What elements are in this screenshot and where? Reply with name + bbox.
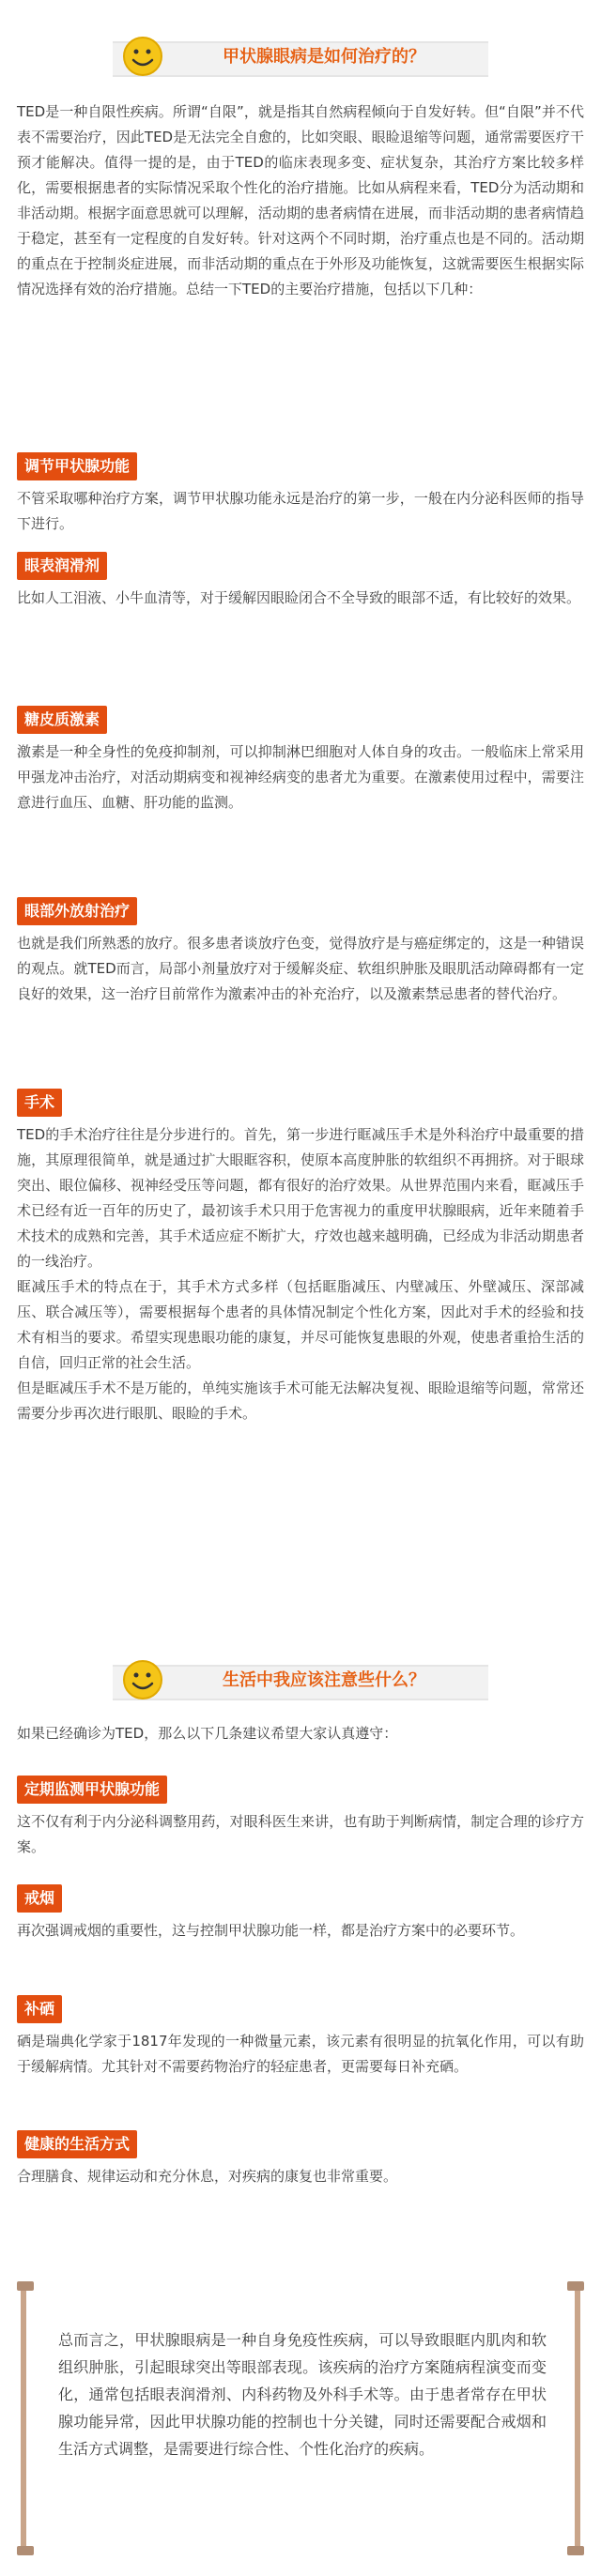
box-corner (567, 2281, 584, 2291)
treatment-item-surgery (17, 1089, 584, 1426)
smiley-icon (120, 1657, 165, 1702)
item-text: 合理膳食、规律运动和充分休息，对疾病的康复也非常重要。 (17, 2168, 398, 2185)
treatment-item-steroid (17, 706, 584, 815)
item-text: 硒是瑞典化学家于1817年发现的一种微量元素，该元素有很明显的抗氧化作用，可以有助于缓解病情。尤其针对不需要药物治疗的轻症患者，更需要每日补充硒。 (17, 2033, 584, 2075)
summary-text: 总而言之，甲状腺眼病是一种自身免疫性疾病，可以导致眼眶内肌肉和软组织肿胀，引起眼球突出等眼部表现。该疾病的治疗方案随病程演变而变化，通常包括眼表润滑剂、内科药物及外科手术等。由于患者常存在甲状腺功能异常，因此甲状腺功能的控制也十分关键，同时还需要配合戒烟和生活方式调整，是需要进行综合性、个性化治疗的疾病。 (58, 2331, 547, 2458)
lifestyle-intro-text: 如果已经确诊为TED，那么以下几条建议希望大家认真遵守： (17, 1725, 398, 1742)
smiley-icon (120, 34, 165, 79)
item-text: 这不仅有利于内分泌科调整用药，对眼科医生来讲，也有助于判断病情，制定合理的诊疗方案。 (17, 1813, 584, 1855)
item-text: 再次强调戒烟的重要性，这与控制甲状腺功能一样，都是治疗方案中的必要环节。 (17, 1922, 525, 1939)
lifestyle-item-health (17, 2130, 584, 2189)
lifestyle-item-smoking (17, 1884, 584, 1943)
surgery-paragraph-3: 但是眶减压手术不是万能的，单纯实施该手术可能无法解决复视、眼睑退缩等问题，常常还需要分步再次进行眼肌、眼睑的手术。 (17, 1379, 584, 1422)
surgery-paragraph-1: TED的手术治疗往往是分步进行的。首先，第一步进行眶减压手术是外科治疗中最重要的措施，其原理很简单，就是通过扩大眼眶容积，使原本高度肿胀的软组织不再拥挤。对于眼球突出、眼位偏移、视神经受压等问题，都有很好的治疗效果。从世界范围内来看，眶减压手术已经有近一百年的历史了，最初该手术只用于危害视力的重度甲状腺眼病，近年来随着手术技术的成熟和完善，其手术适应症不断扩大，疗效也越来越明确，已经成为非活动期患者的一线治疗。 (17, 1126, 584, 1270)
surgery-paragraph-2: 眶减压手术的特点在于，其手术方式多样（包括眶脂减压、内壁减压、外壁减压、深部减压、联合减压等），需要根据每个患者的具体情况制定个性化方案，因此对手术的经验和技术有相当的要求。希望实现患眼功能的康复，并尽可能恢复患眼的外观，使患者重拾生活的自信，回归正常的社会生活。 (17, 1278, 584, 1371)
section-title: 生活中我应该注意些什么？ (223, 1670, 425, 1690)
item-tag: 调节甲状腺功能 (17, 452, 137, 480)
lifestyle-item-monitor (17, 1776, 584, 1860)
treatment-item-thyroid (17, 452, 584, 537)
item-text: 不管采取哪种治疗方案，调节甲状腺功能永远是治疗的第一步，一般在内分泌科医师的指导下进行。 (17, 490, 584, 532)
intro-paragraph: TED是一种自限性疾病。所谓“自限”，就是指其自然病程倾向于自发好转。但“自限”并不代表不需要治疗，因此TED是无法完全自愈的，比如突眼、眼睑退缩等问题，通常需要医疗干预才能解决。值得一提的是，由于TED的临床表现多变、症状复杂，其治疗方案比较多样化，需要根据患者的实际情况采取个性化的治疗措施。比如从病程来看，TED分为活动期和非活动期。根据字面意思就可以理解，活动期的患者病情在进展，而非活动期的患者病情趋于稳定，甚至有一定程度的自发好转。针对这两个不同时期，治疗重点也是不同的。活动期的重点在于控制炎症进展，而非活动期的重点在于外形及功能恢复，这就需要医生根据实际情况选择有效的治疗措施。总结一下TED的主要治疗措施，包括以下几种： (17, 103, 584, 297)
treatment-item-lubricant (17, 552, 584, 611)
box-corner (17, 2281, 34, 2291)
item-tag: 眼表润滑剂 (17, 552, 107, 580)
item-tag: 戒烟 (17, 1884, 62, 1913)
item-text: 比如人工泪液、小牛血清等，对于缓解因眼睑闭合不全导致的眼部不适，有比较好的效果。 (17, 589, 581, 606)
section-header-treatment (0, 17, 601, 92)
item-text: 激素是一种全身性的免疫抑制剂，可以抑制淋巴细胞对人体自身的攻击。一般临床上常采用甲强龙冲击治疗，对活动期病变和视神经病变的患者尤为重要。在激素使用过程中，需要注意进行血压、血糖、肝功能的监测。 (17, 743, 584, 811)
summary-box (21, 2287, 580, 2550)
treatment-item-radiation (17, 897, 584, 1007)
box-corner (17, 2546, 34, 2555)
section-header-lifestyle (0, 1640, 601, 1715)
item-tag: 眼部外放射治疗 (17, 897, 137, 925)
item-tag: 糖皮质激素 (17, 706, 107, 734)
lifestyle-item-selenium (17, 1995, 584, 2080)
item-tag: 定期监测甲状腺功能 (17, 1776, 167, 1804)
intro-block (17, 99, 584, 302)
item-tag: 补硒 (17, 1995, 62, 2023)
item-text: 也就是我们所熟悉的放疗。很多患者谈放疗色变，觉得放疗是与癌症绑定的，这是一种错误的观点。就TED而言，局部小剂量放疗对于缓解炎症、软组织肿胀及眼肌活动障碍都有一定良好的效果，这一治疗目前常作为激素冲击的补充治疗，以及激素禁忌患者的替代治疗。 (17, 935, 584, 1002)
box-corner (567, 2546, 584, 2555)
section-title: 甲状腺眼病是如何治疗的？ (223, 47, 425, 67)
item-tag: 手术 (17, 1089, 62, 1117)
item-tag: 健康的生活方式 (17, 2130, 137, 2158)
lifestyle-intro (17, 1721, 584, 1746)
